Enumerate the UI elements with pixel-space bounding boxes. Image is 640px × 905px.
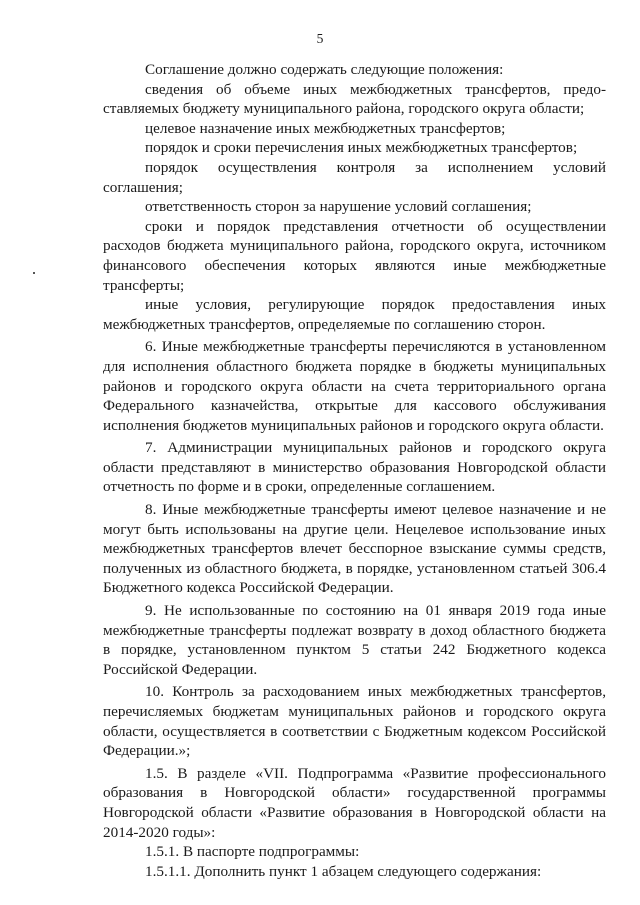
paragraph-clause-1-5-1: 1.5.1. В паспорте подпрограммы: — [145, 843, 360, 861]
paragraph-clause-8: 8. Иные межбюджетные трансферты имеют целевое назначение и не могут быть использованы на другие цели. Нецелевое использование иных межбюджетных трансфертов влечет бесспорное взыскание суммы средств, полученных из областного бюджета, в порядке, установленном статьей 306.4 Бюджетного кодекса Российской Федерации. — [103, 501, 606, 597]
paragraph-item-responsibility: ответственность сторон за нарушение условий соглашения; — [145, 198, 532, 216]
paragraph-item-other-conditions: иные условия, регулирующие порядок предоставления иных межбюджетных трансфертов, определяемые по соглашению сторон. — [103, 296, 606, 333]
paragraph-item-purpose: целевое назначение иных межбюджетных трансфертов; — [145, 119, 506, 137]
paragraph-clause-9: 9. Не использованные по состоянию на 01 января 2019 года иные межбюджетные трансферты подлежат возврату в доход областного бюджета в порядке, установленном пунктом 5 статьи 242 Бюджетного кодекса Российской Федерации. — [103, 602, 606, 678]
paragraph-clause-1-5-1-1: 1.5.1.1. Дополнить пункт 1 абзацем следующего содержания: — [145, 862, 542, 880]
paragraph-clause-10: 10. Контроль за расходованием иных межбюджетных трансфертов, перечисляемых бюджетам муниципальных районов и городского округа области, осуществляется в соответствии с Бюджетным кодексом Российской Федерации.»; — [103, 683, 606, 760]
document-body — [103, 60, 606, 881]
paragraph-clause-6: 6. Иные межбюджетные трансферты перечисляются в установленном для исполнения областного бюджета порядке в бюджеты муниципальных районов и городского округа области на счета территориального органа Федерального казначейства, открытые для кассового обслуживания исполнения бюджетов муниципальных районов и городского округа области. — [103, 338, 606, 434]
paragraph-item-volume: сведения об объеме иных межбюджетных трансфертов, предоставляемых бюджету муниципального района, городского округа области; — [103, 80, 606, 118]
paragraph-item-transfer-terms: порядок и сроки перечисления иных межбюджетных трансфертов; — [145, 139, 578, 157]
paragraph-item-control: порядок осуществления контроля за исполнением условий соглашения; — [103, 158, 606, 196]
paragraph-agreement-intro: Соглашение должно содержать следующие положения: — [145, 61, 504, 78]
page-number: 5 — [316, 31, 324, 46]
scan-mark — [33, 272, 35, 274]
paragraph-clause-1-5: 1.5. В разделе «VII. Подпрограмма «Развитие профессионального образования в Новгородской области» государственной программы Новгородской области «Развитие образования в Новгородской области на 2014-2020 годы»: — [103, 764, 606, 841]
paragraph-item-reporting: сроки и порядок представления отчетности об осуществлении расходов бюджета муниципального района, городского округа, источником финансового обеспечения которых являются иные межбюджетные трансферты; — [103, 217, 606, 294]
paragraph-clause-7: 7. Администрации муниципальных районов и городского округа области представляют в министерство образования Новгородской области отчетность по форме и в сроки, определенные соглашением. — [103, 439, 606, 496]
